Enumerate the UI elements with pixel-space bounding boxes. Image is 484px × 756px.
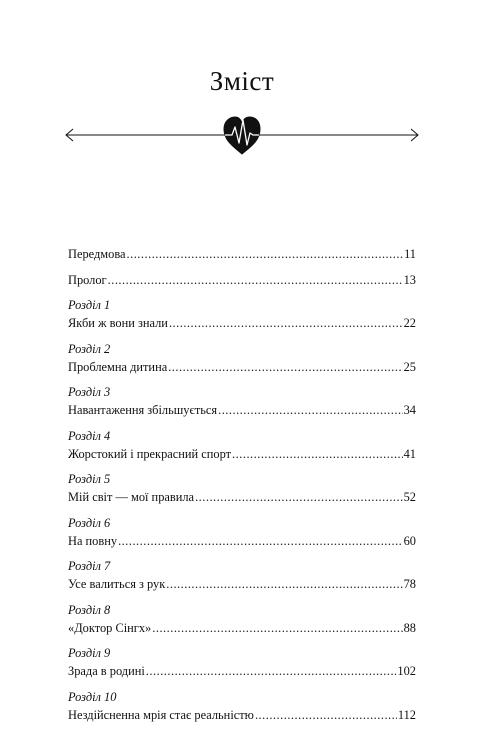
- dot-leader: [127, 246, 404, 262]
- toc-entry-title: Проблемна дитина: [68, 359, 168, 374]
- dot-leader: [108, 272, 403, 288]
- dot-leader: [232, 446, 403, 462]
- toc-entry-title: Мій світ — мої правила: [68, 490, 195, 504]
- toc-entry-title: «Доктор Сінгх»: [68, 620, 152, 635]
- toc-page-number: 88: [403, 620, 416, 635]
- toc-entry: [68, 515, 416, 549]
- toc-entry-title: Нездійсненна мрія стає реальністю: [68, 707, 254, 722]
- toc-entry-title: На повну: [68, 533, 118, 548]
- toc-entry-title: Жорстокий і прекрасний спорт: [68, 446, 232, 461]
- toc-entry-title: Зрада в родині: [68, 664, 145, 678]
- toc-entry: [68, 645, 416, 679]
- toc-page-number: 22: [403, 316, 416, 330]
- toc-row: [68, 620, 416, 636]
- toc-entry: [68, 341, 416, 375]
- toc-entry: [68, 272, 416, 288]
- toc-row: [68, 402, 416, 418]
- toc-page-number: 102: [397, 664, 416, 678]
- toc-page-number: 41: [403, 446, 416, 461]
- toc-entry: [68, 246, 416, 262]
- toc-page-number: 52: [403, 490, 416, 504]
- toc-row: [68, 246, 416, 262]
- toc-row: [68, 707, 416, 723]
- toc-row: [68, 315, 416, 331]
- chapter-label: Розділ 3: [68, 385, 111, 399]
- toc-row: [68, 576, 416, 592]
- dot-leader: [195, 489, 403, 505]
- dot-leader: [118, 533, 403, 549]
- toc-entry-title: Пролог: [68, 272, 107, 287]
- toc-entry: [68, 689, 416, 723]
- toc-entry: [68, 602, 416, 636]
- chapter-label: Розділ 9: [68, 646, 111, 660]
- toc-row: [68, 663, 416, 679]
- page-title: Зміст: [209, 66, 275, 96]
- dot-leader: [255, 707, 397, 723]
- divider-line-left: [66, 129, 230, 141]
- toc-row: [68, 446, 416, 462]
- chapter-label: Розділ 7: [68, 559, 111, 573]
- dot-leader: [218, 402, 403, 418]
- toc-row: [68, 359, 416, 375]
- toc-row: [68, 533, 416, 549]
- dot-leader: [152, 620, 402, 636]
- chapter-label: Розділ 1: [68, 298, 111, 312]
- toc-entry-title: Якби ж вони знали: [68, 316, 168, 330]
- toc-entry-title: Навантаження збільшується: [68, 403, 218, 417]
- dot-leader: [168, 359, 402, 375]
- toc-page-number: 78: [403, 577, 416, 591]
- toc-entry: [68, 471, 416, 505]
- toc-entry-title: Усе валиться з рук: [68, 577, 166, 591]
- chapter-label: Розділ 5: [68, 472, 111, 486]
- toc-entry-title: Передмова: [68, 247, 126, 261]
- chapter-label: Розділ 8: [68, 602, 111, 617]
- toc-entry: [68, 297, 416, 331]
- table-of-contents: [68, 246, 416, 732]
- toc-row: [68, 489, 416, 505]
- toc-page-number: 60: [403, 533, 416, 548]
- toc-entry: [68, 428, 416, 462]
- heart-heartbeat-icon: [224, 117, 260, 154]
- divider-line-right: [258, 129, 418, 141]
- chapter-label: Розділ 2: [68, 341, 111, 356]
- toc-page-number: 25: [403, 359, 416, 374]
- toc-page-number: 112: [397, 707, 416, 722]
- toc-page-number: 13: [403, 272, 416, 287]
- dot-leader: [146, 663, 397, 679]
- toc-entry: [68, 558, 416, 592]
- heart-divider: [64, 112, 420, 158]
- dot-leader: [166, 576, 402, 592]
- dot-leader: [169, 315, 403, 331]
- toc-row: [68, 272, 416, 288]
- toc-page-number: 34: [403, 403, 416, 417]
- chapter-label: Розділ 6: [68, 515, 111, 530]
- toc-entry: [68, 384, 416, 418]
- chapter-label: Розділ 10: [68, 689, 117, 704]
- chapter-label: Розділ 4: [68, 428, 111, 443]
- toc-page-number: 11: [404, 247, 416, 261]
